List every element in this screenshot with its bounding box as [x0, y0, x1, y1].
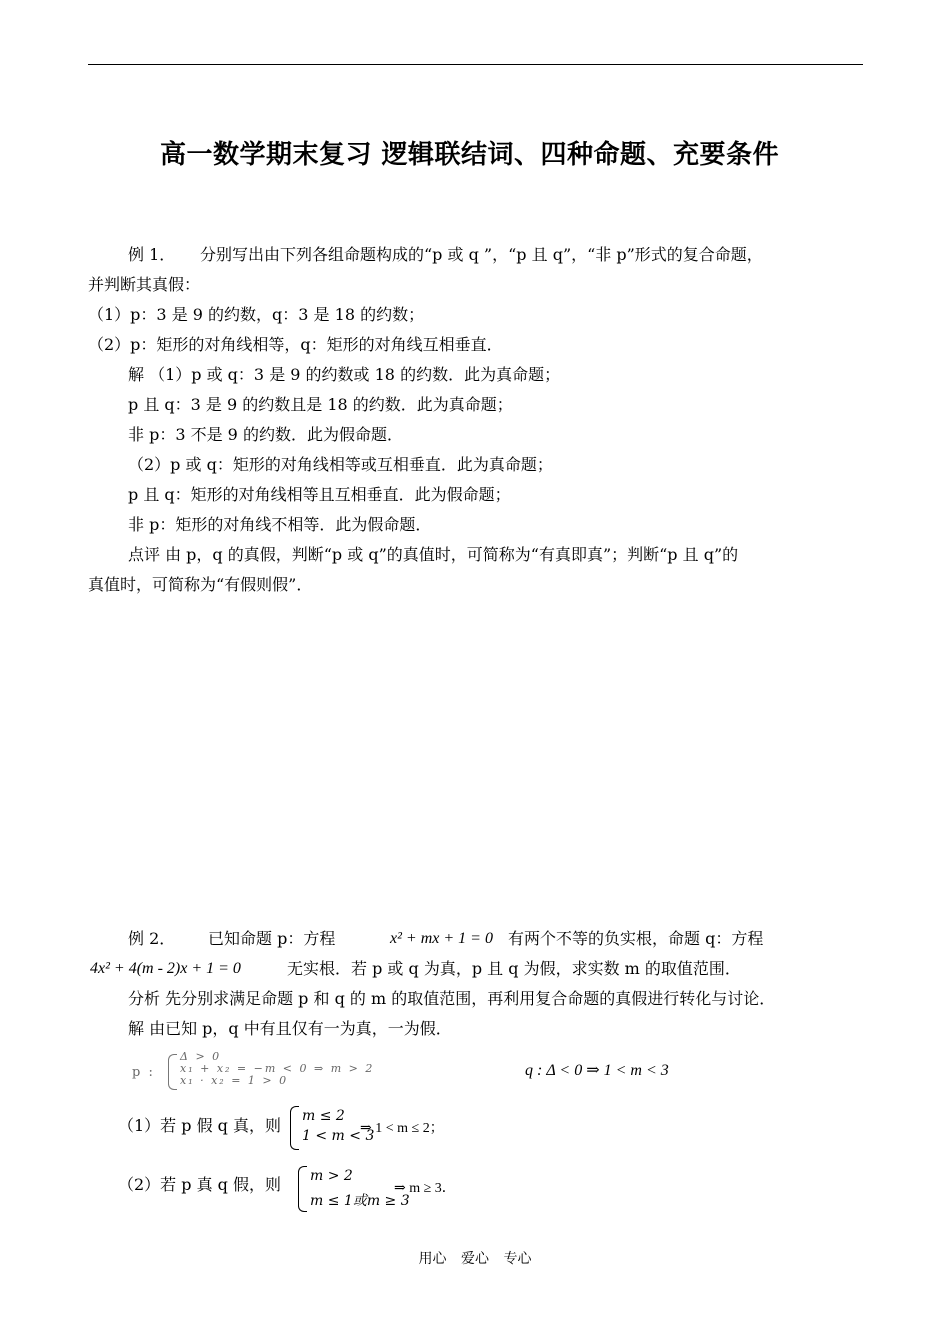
ex1-comment-line1: 点评 由 p，q 的真假，判断“p 或 q”的真值时，可简称为“有真即真”；判断“p 且 q”的: [128, 545, 739, 564]
ex2-stem-part3: 无实根．若 p 或 q 为真，p 且 q 为假，求实数 m 的取值范围．: [287, 959, 741, 978]
ex2-analysis: 分析 先分别求满足命题 p 和 q 的 m 的取值范围，再利用复合命题的真假进行转化与讨论．: [128, 989, 776, 1008]
case2-row1: m > 2: [310, 1168, 353, 1184]
page-title: 高一数学期末复习 逻辑联结词、四种命题、充要条件: [160, 140, 780, 170]
p-condition-1: Δ > 0: [180, 1050, 222, 1063]
ex2-solution: 解 由已知 p，q 中有且仅有一为真，一为假．: [128, 1019, 452, 1038]
ex2-label: 例 2．: [128, 929, 176, 948]
p-condition-2: x₁ + x₂ = −m < 0 ⇒ m > 2: [180, 1062, 375, 1075]
ex1-stem-line1: 分别写出由下列各组命题构成的“p 或 q ”，“p 且 q”，“非 p”形式的复合命题，: [200, 245, 763, 264]
ex1-item-2: （2）p：矩形的对角线相等，q：矩形的对角线互相垂直．: [88, 335, 503, 354]
ex1-label: 例 1．: [128, 245, 176, 264]
ex1-solution-4: （2）p 或 q：矩形的对角线相等或互相垂直．此为真命题；: [128, 455, 553, 474]
case2-system: [298, 1166, 410, 1210]
p-condition-system: [168, 1050, 468, 1088]
ex2-stem-part1: 已知命题 p：方程: [208, 929, 336, 948]
ex1-solution-2: p 且 q：3 是 9 的约数且是 18 的约数．此为真命题；: [128, 395, 513, 414]
page-footer: 用心 爱心 专心: [418, 1251, 532, 1267]
case1-label: （1）若 p 假 q 真，则: [118, 1116, 282, 1135]
ex1-solution-5: p 且 q：矩形的对角线相等且互相垂直．此为假命题；: [128, 485, 511, 504]
case1-system: [290, 1106, 375, 1148]
case1-row1: m ≤ 2: [302, 1108, 345, 1124]
case2-label: （2）若 p 真 q 假，则: [118, 1175, 282, 1194]
ex1-solution-3: 非 p：3 不是 9 的约数．此为假命题．: [128, 425, 403, 444]
case1-result: ⇒ 1 < m ≤ 2；: [360, 1121, 444, 1136]
ex2-equation-2: 4x² + 4(m - 2)x + 1 = 0: [90, 960, 241, 977]
p-condition-3: x₁ · x₂ = 1 > 0: [180, 1074, 289, 1087]
ex1-stem-line2: 并判断其真假：: [88, 275, 201, 294]
case1-row2: 1 < m < 3: [302, 1128, 375, 1144]
ex1-item-1: （1）p：3 是 9 的约数，q：3 是 18 的约数；: [88, 305, 425, 324]
ex1-solution-1: 解 （1）p 或 q：3 是 9 的约数或 18 的约数．此为真命题；: [128, 365, 561, 384]
case2-result: ⇒ m ≥ 3．: [394, 1181, 456, 1196]
ex2-stem-part2: 有两个不等的负实根，命题 q：方程: [508, 929, 764, 948]
header-rule: [88, 64, 863, 65]
ex1-comment-line2: 真值时，可简称为“有假则假”．: [88, 575, 313, 594]
q-condition: q : Δ < 0 ⇒ 1 < m < 3: [525, 1062, 669, 1079]
ex2-equation-1: x² + mx + 1 = 0: [390, 930, 493, 947]
case2-row2: m ≤ 1或m ≥ 3: [310, 1193, 410, 1209]
p-prefix: p :: [132, 1065, 155, 1080]
ex1-solution-6: 非 p：矩形的对角线不相等．此为假命题．: [128, 515, 432, 534]
